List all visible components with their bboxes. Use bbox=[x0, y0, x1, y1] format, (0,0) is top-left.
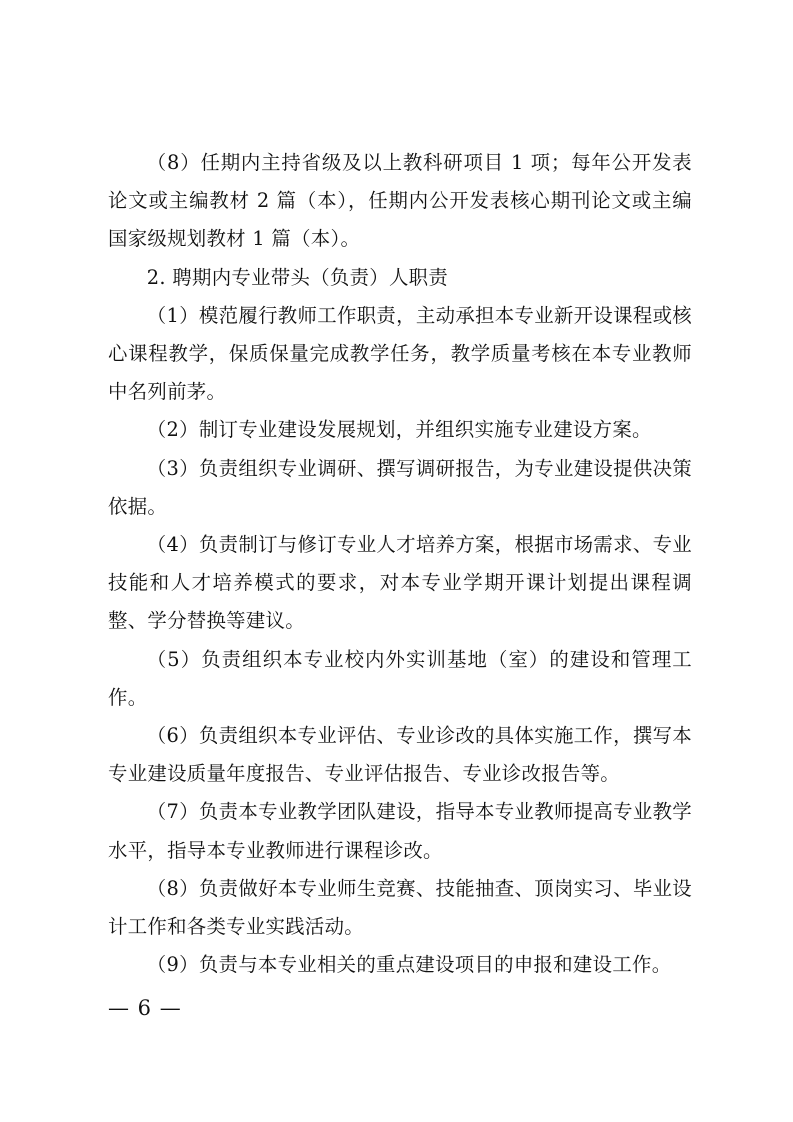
page-number: — 6 — bbox=[108, 996, 182, 1020]
paragraph-duty-9: （9）负责与本专业相关的重点建设项目的申报和建设工作。 bbox=[146, 953, 672, 977]
paragraph-duty-4: （4）负责制订与修订专业人才培养方案，根据市场需求、专业技能和人才培养模式的要求，对本专业学期开课计划提出课程调整、学分替换等建议。 bbox=[108, 533, 692, 633]
paragraph-duty-7: （7）负责本专业教学团队建设，指导本专业教师提高专业教学水平，指导本专业教师进行课程诊改。 bbox=[108, 800, 692, 862]
paragraph-duty-8: （8）负责做好本专业师生竞赛、技能抽查、顶岗实习、毕业设计工作和各类专业实践活动。 bbox=[108, 876, 692, 939]
paragraph-duty-3: （3）负责组织专业调研、撰写调研报告，为专业建设提供决策依据。 bbox=[108, 456, 692, 518]
paragraph-duty-1: （1）模范履行教师工作职责，主动承担本专业新开设课程或核心课程教学，保质保量完成教学任务，教学质量考核在本专业教师中名列前茅。 bbox=[108, 303, 692, 404]
section-heading-duties: 2. 聘期内专业带头（负责）人职责 bbox=[146, 265, 449, 289]
paragraph-duty-2: （2）制订专业建设发展规划，并组织实施专业建设方案。 bbox=[146, 418, 652, 442]
document-body bbox=[108, 144, 692, 984]
paragraph-duty-6: （6）负责组织本专业评估、专业诊改的具体实施工作，撰写本专业建设质量年度报告、专业评估报告、专业诊改报告等。 bbox=[108, 724, 692, 786]
paragraph-duty-5: （5）负责组织本专业校内外实训基地（室）的建设和管理工作。 bbox=[108, 647, 692, 709]
paragraph-project-requirement: （8）任期内主持省级及以上教科研项目 1 项；每年公开发表论文或主编教材 2 篇（本），任期内公开发表核心期刊论文或主编国家级规划教材 1 篇（本）。 bbox=[108, 151, 692, 251]
